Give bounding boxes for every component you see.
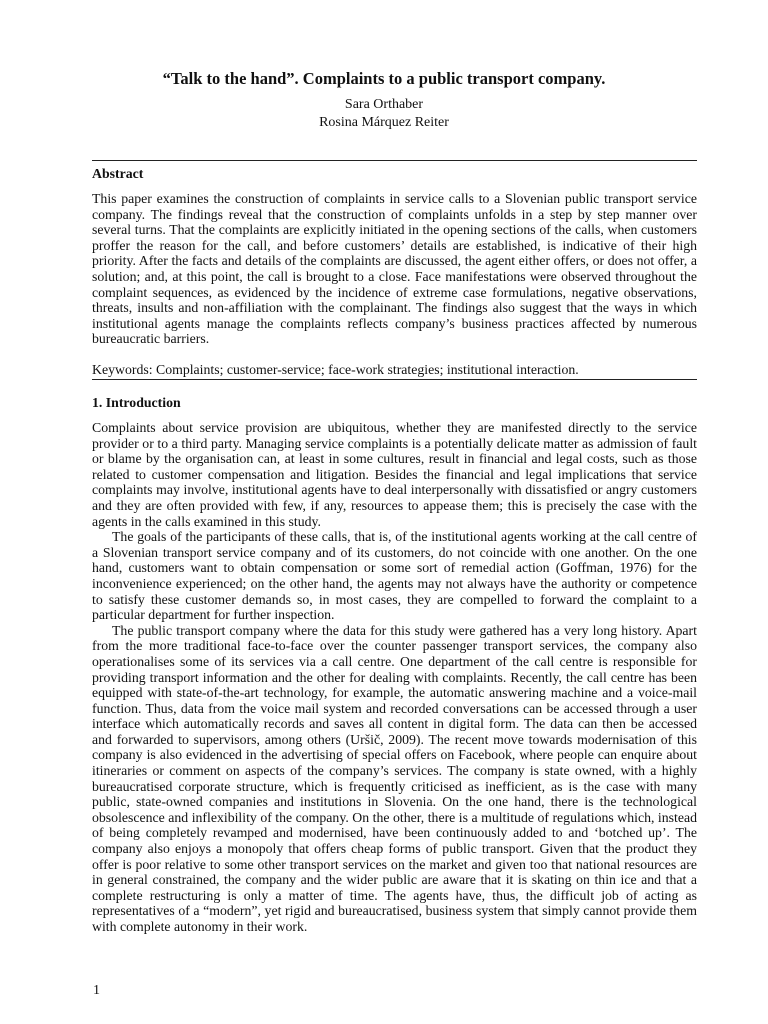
abstract-text: This paper examines the construction of complaints in service calls to a Slovenian public transport service company. The findings reveal that the construction of complaints unfolds in a step by step manner over several turns. That the complaints are explicitly initiated in the opening sections of the calls, when customers proffer the reason for the call, and before customers’ details are established, is indicative of their high priority. After the facts and details of the complaints are discussed, the agent either offers, or does not offer, a solution; and, at this point, the call is brought to a close. Face manifestations were observed throughout the complaint sequences, as evidenced by the incidence of extreme case formulations, negative observations, threats, insults and non-affiliation with the complainant. The findings also suggest that the ways in which institutional agents manage the complaints reflects company’s business practices affected by numerous bureaucratic barriers. bbox=[92, 191, 697, 347]
introduction-heading: 1. Introduction bbox=[92, 395, 181, 410]
intro-paragraph-3: The public transport company where the data for this study were gathered has a very long history. Apart from the more traditional face-to-face over the counter passenger transport services, the company also operationalises some of its services via a call centre. One department of the call centre is responsible for providing transport information and the other for dealing with complaints. Recently, the call centre has been equipped with state-of-the-art technology, for example, the automatic answering machine and a voice-mail function. Thus, data from the voice mail system and recorded conversations can be accessed through a user interface which automatically records and saves all content in digital form. The data can then be accessed and forwarded to supervisors, among others (Uršič, 2009). The recent move towards modernisation of this company is also evidenced in the advertising of special offers on Facebook, where people can enquire about itineraries or comment on aspects of the company’s services. The company is state owned, with a highly bureaucratised corporate structure, which is frequently criticised as inefficient, as is the case with many public, state-owned companies and institutions in Slovenia. On the one hand, there is the technological obsolescence and inflexibility of the company. On the other, there is a multitude of regulations which, instead of being completely revamped and modernised, have been continuously added to and ‘botched up’. The company also enjoys a monopoly that offers cheap forms of public transport. Given that the product they offer is poor relative to some other transport services on the market and given too that national resources are in general constrained, the company and the wider public are aware that it is skating on thin ice and that a complete restructuring is only a matter of time. The agents have, thus, the difficult job of acting as representatives of a “modern”, yet rigid and bureaucratised, business system that simply cannot provide them with complete autonomy in their work. bbox=[92, 622, 697, 934]
abstract-heading: Abstract bbox=[92, 166, 144, 181]
paper-title: “Talk to the hand”. Complaints to a public transport company. bbox=[162, 69, 606, 88]
author-2: Rosina Márquez Reiter bbox=[319, 115, 449, 130]
introduction-section bbox=[92, 420, 697, 935]
intro-paragraph-2: The goals of the participants of these calls, that is, of the institutional agents working at the call centre of a Slovenian transport service company and of its customers, do not coincide with one another. On the one hand, customers want to obtain compensation or some sort of remedial action (Goffman, 1976) for the inconvenience experienced; on the other hand, the agents may not always have the authority or competence to satisfy these customer demands so, in most cases, they are compelled to forward the complaint to a particular department for further inspection. bbox=[92, 529, 697, 623]
page-number: 1 bbox=[93, 983, 100, 998]
keywords-section bbox=[92, 362, 697, 378]
keywords-text: Keywords: Complaints; customer-service; face-work strategies; institutional interaction. bbox=[92, 362, 579, 377]
top-divider bbox=[92, 160, 697, 161]
bottom-divider bbox=[92, 379, 697, 380]
abstract-section bbox=[92, 191, 697, 347]
author-1: Sara Orthaber bbox=[344, 97, 424, 112]
intro-paragraph-1: Complaints about service provision are ubiquitous, whether they are manifested directly to the service provider or to a third party. Managing service complaints is a potentially delicate matter as admission of fault or blame by the organisation can, at least in some cultures, result in financial and legal costs, such as those related to customer compensation and litigation. Besides the financial and legal implications that service complaints may involve, institutional agents have to deal interpersonally with dissatisfied or angry customers and they are often provided with few, if any, resources to appease them; this is precisely the case with the agents in the calls examined in this study. bbox=[92, 420, 697, 529]
